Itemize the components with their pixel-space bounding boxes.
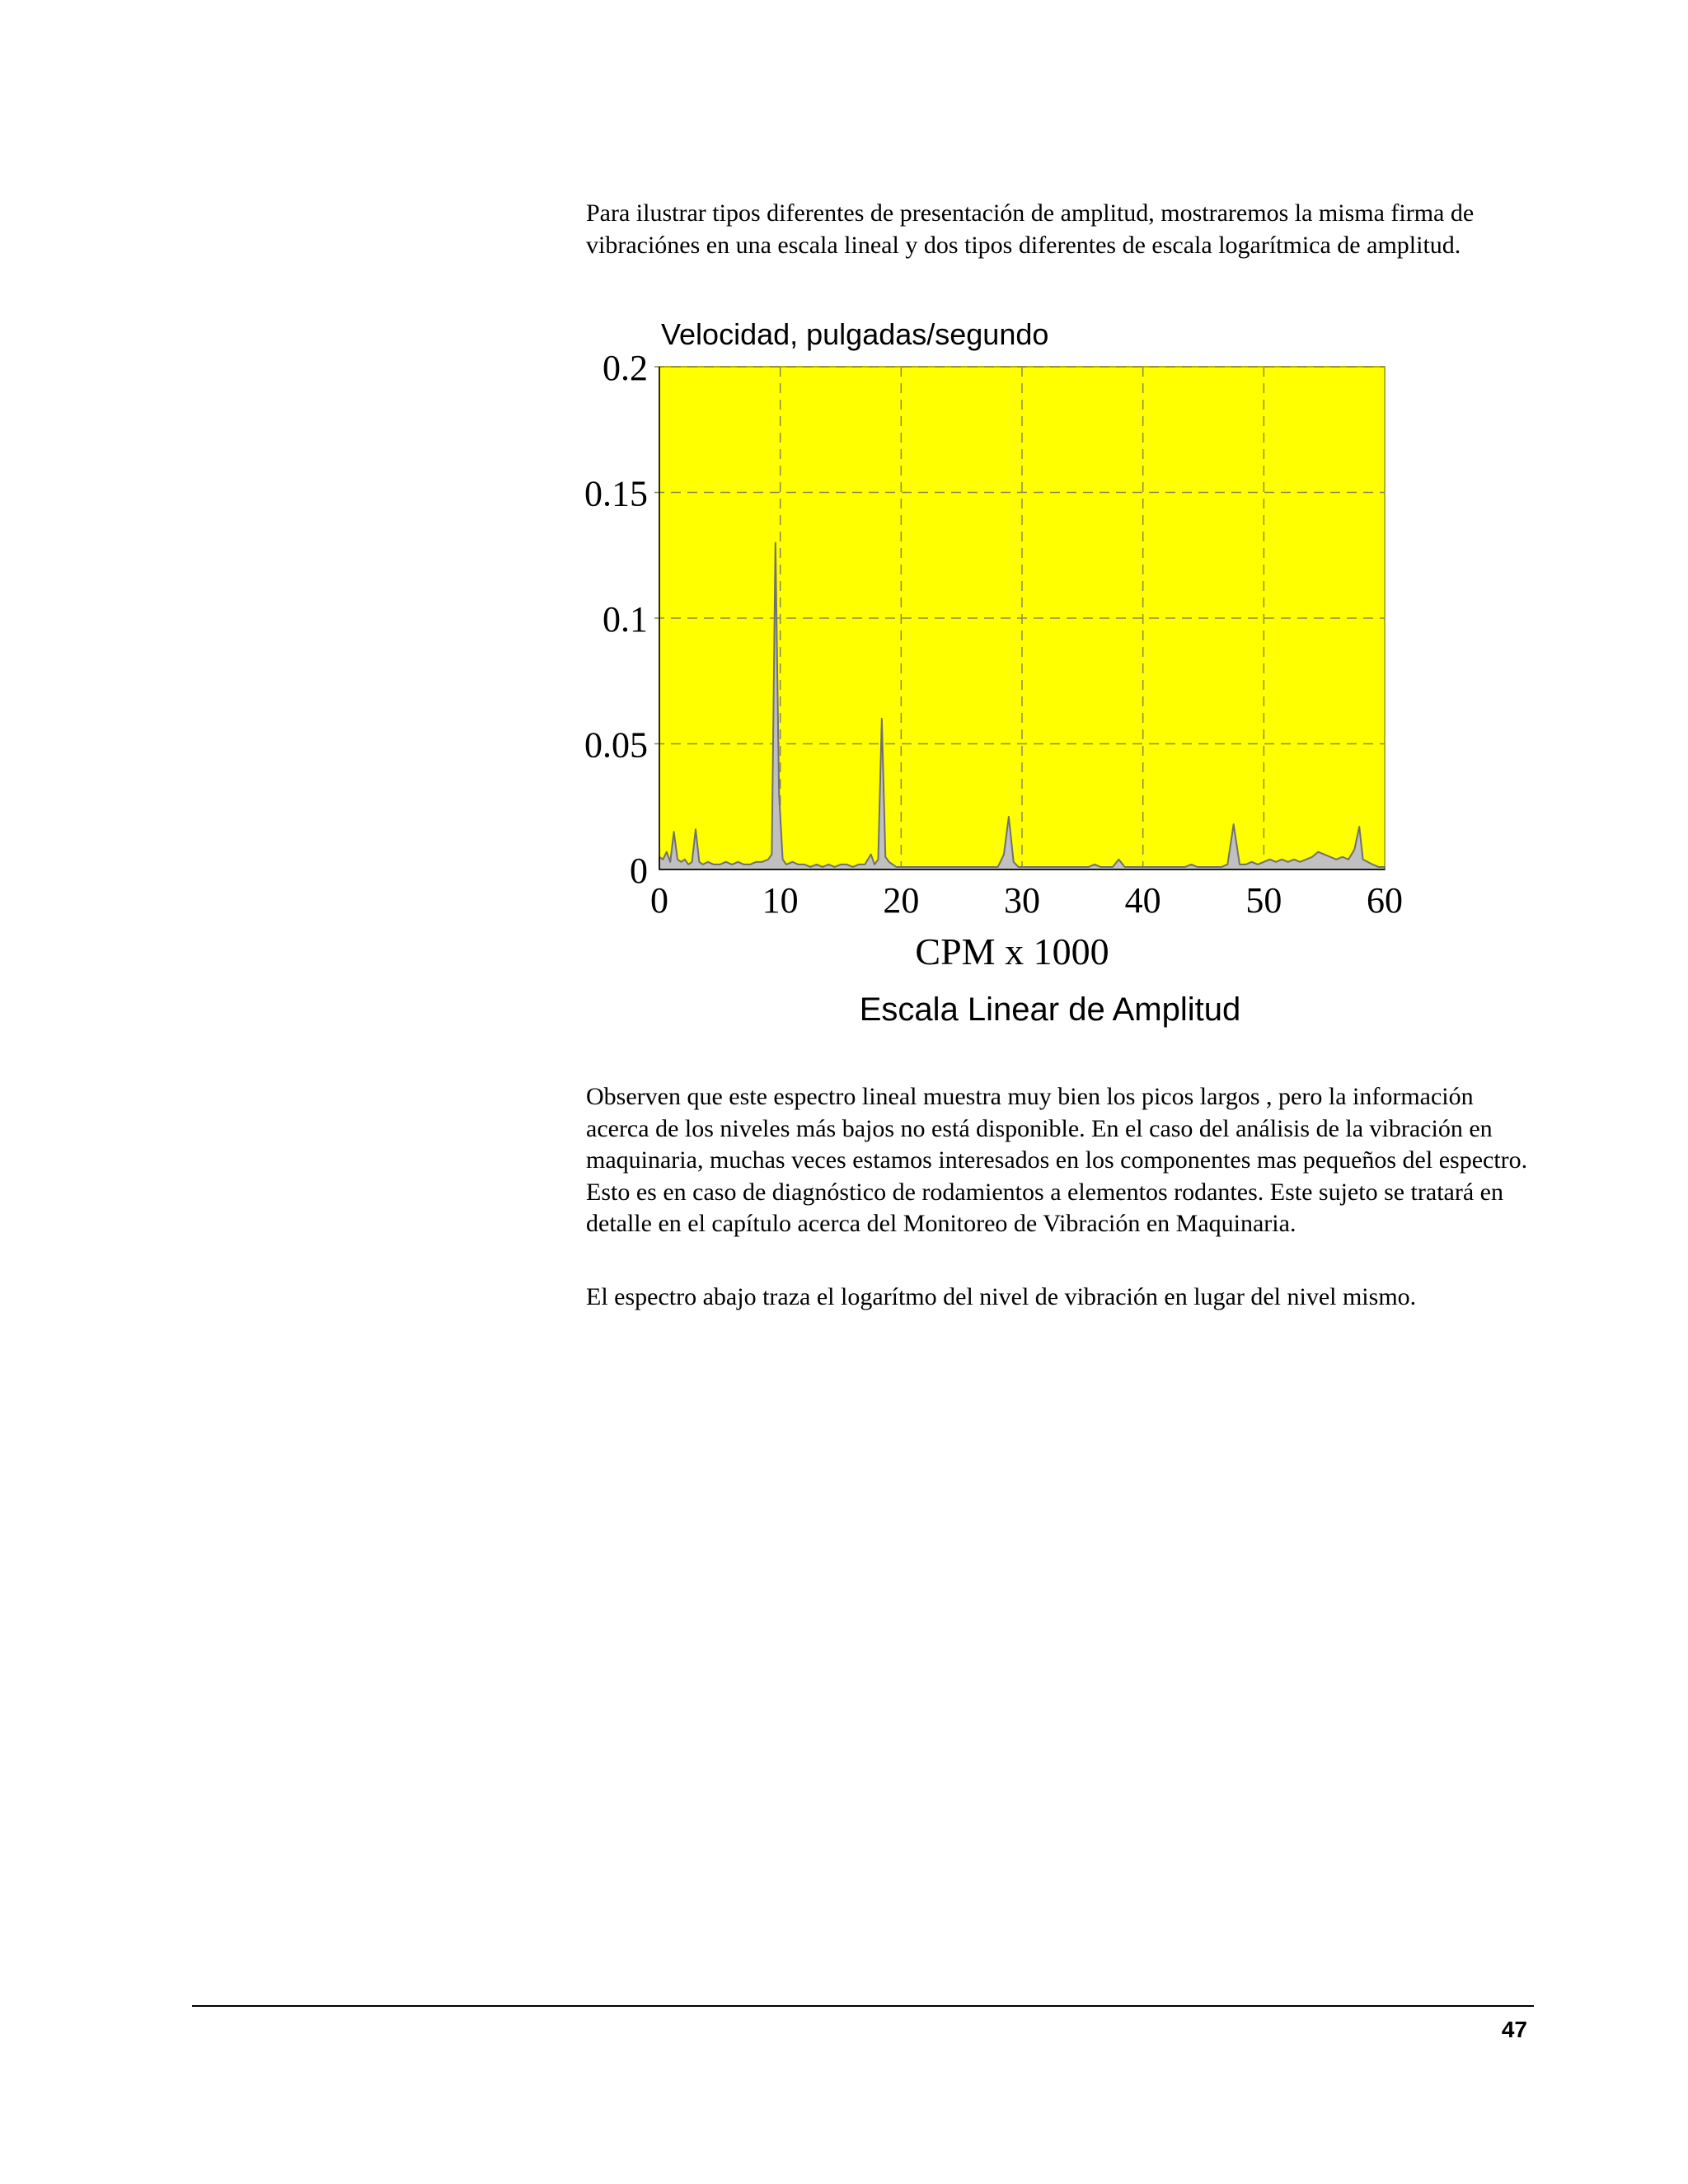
x-axis-title: CPM x 1000 bbox=[915, 930, 1109, 972]
linear-amplitude-chart bbox=[569, 305, 1426, 1047]
log-spectrum-paragraph: El espectro abajo traza el logarítmo del nivel de vibración en lugar del nivel mismo. bbox=[586, 1283, 1417, 1310]
y-tick-label: 0 bbox=[630, 851, 648, 891]
x-tick-label: 0 bbox=[650, 880, 668, 921]
y-tick-label: 0.1 bbox=[603, 599, 648, 640]
y-tick-label: 0.15 bbox=[584, 473, 648, 514]
footer-rule bbox=[192, 2005, 1534, 2007]
observation-paragraph: Observen que este espectro lineal muestra muy bien los picos largos , pero la información acerca de los niveles más bajos no está disponible. En el caso del análisis de la vibración en maquinaria, muchas veces estamos interesados en los componentes mas pequeños del espectro. Esto es en caso de diagnóstico de rodamientos a elementos rodantes. Este sujeto se tratará en detalle en el capítulo acerca del Monitoreo de Vibración en Maquinaria. bbox=[586, 1083, 1528, 1237]
x-tick-label: 30 bbox=[1004, 880, 1040, 921]
y-tick-label: 0.05 bbox=[584, 724, 648, 766]
x-tick-label: 10 bbox=[762, 880, 799, 921]
intro-paragraph: Para ilustrar tipos diferentes de presentación de amplitud, mostraremos la misma firma de vibraciónes en una escala lineal y dos tipos diferentes de escala logarítmica de amplitud. bbox=[586, 199, 1475, 259]
x-tick-labels bbox=[650, 880, 1403, 921]
y-axis-title: Velocidad, pulgadas/segundo bbox=[661, 317, 1049, 351]
x-tick-label: 50 bbox=[1245, 880, 1282, 921]
y-tick-label: 0.2 bbox=[603, 348, 648, 388]
y-tick-labels bbox=[584, 348, 648, 891]
chart-caption: Escala Linear de Amplitud bbox=[859, 991, 1241, 1028]
x-tick-label: 20 bbox=[883, 880, 920, 921]
x-tick-label: 60 bbox=[1367, 880, 1403, 921]
page-number: 47 bbox=[1501, 2017, 1527, 2042]
x-tick-label: 40 bbox=[1124, 880, 1161, 921]
